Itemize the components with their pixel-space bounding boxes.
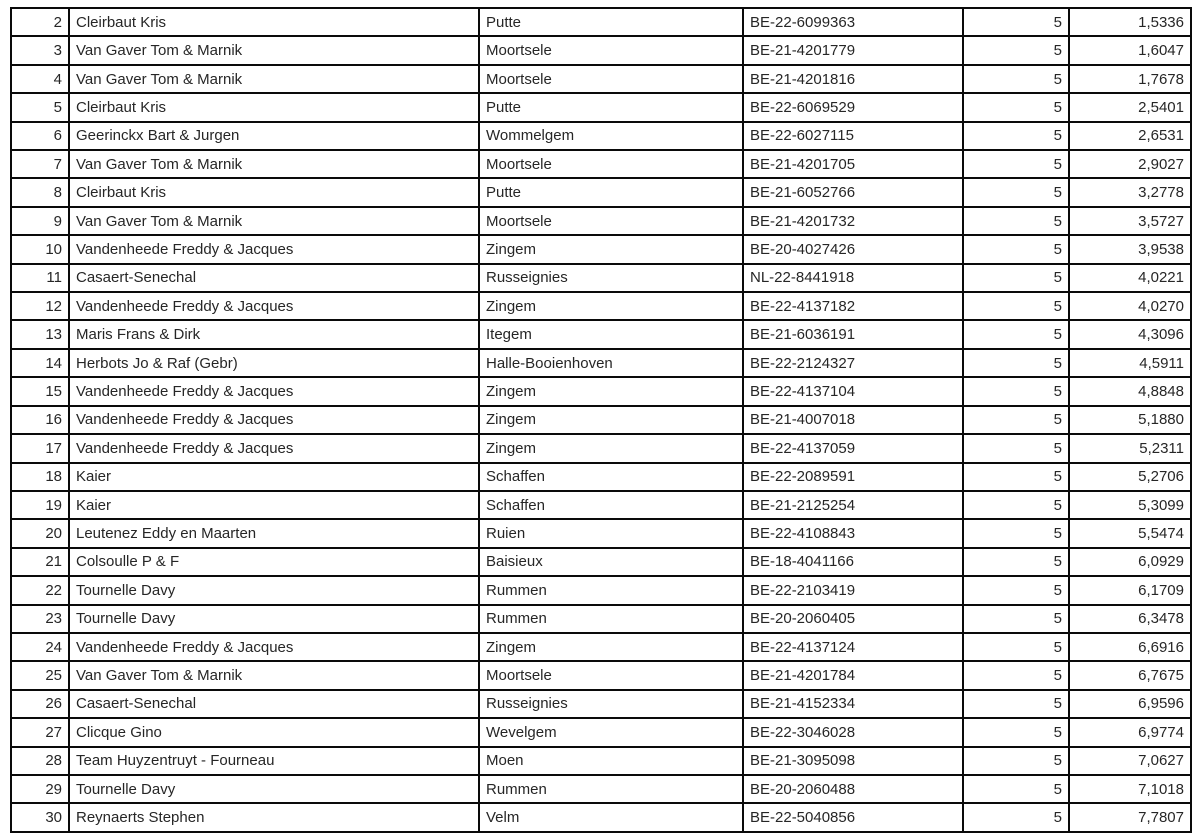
count-cell: 5	[963, 463, 1069, 491]
count-cell: 5	[963, 690, 1069, 718]
coefficient-cell: 3,9538	[1069, 235, 1191, 263]
coefficient-cell: 3,2778	[1069, 178, 1191, 206]
city-cell: Rummen	[479, 576, 743, 604]
count-cell: 5	[963, 207, 1069, 235]
ring-number-cell: BE-21-4201779	[743, 36, 963, 64]
count-cell: 5	[963, 747, 1069, 775]
table-row	[11, 803, 1191, 832]
rank-cell: 19	[11, 491, 69, 519]
ring-number-cell: BE-22-4137124	[743, 633, 963, 661]
table-row	[11, 406, 1191, 434]
city-cell: Moen	[479, 747, 743, 775]
coefficient-cell: 4,3096	[1069, 320, 1191, 348]
fancier-name-cell: Kaier	[69, 463, 479, 491]
results-table-body	[11, 8, 1191, 832]
count-cell: 5	[963, 633, 1069, 661]
ring-number-cell: BE-21-4152334	[743, 690, 963, 718]
ring-number-cell: NL-22-8441918	[743, 264, 963, 292]
rank-cell: 22	[11, 576, 69, 604]
fancier-name-cell: Maris Frans & Dirk	[69, 320, 479, 348]
city-cell: Moortsele	[479, 36, 743, 64]
ring-number-cell: BE-22-2124327	[743, 349, 963, 377]
fancier-name-cell: Vandenheede Freddy & Jacques	[69, 377, 479, 405]
count-cell: 5	[963, 150, 1069, 178]
count-cell: 5	[963, 434, 1069, 462]
city-cell: Schaffen	[479, 463, 743, 491]
rank-cell: 23	[11, 605, 69, 633]
table-row	[11, 463, 1191, 491]
table-row	[11, 491, 1191, 519]
table-row	[11, 122, 1191, 150]
results-sheet	[10, 7, 1190, 833]
count-cell: 5	[963, 491, 1069, 519]
fancier-name-cell: Van Gaver Tom & Marnik	[69, 36, 479, 64]
count-cell: 5	[963, 519, 1069, 547]
coefficient-cell: 5,3099	[1069, 491, 1191, 519]
coefficient-cell: 4,0270	[1069, 292, 1191, 320]
rank-cell: 13	[11, 320, 69, 348]
city-cell: Velm	[479, 803, 743, 832]
table-row	[11, 690, 1191, 718]
rank-cell: 24	[11, 633, 69, 661]
coefficient-cell: 6,3478	[1069, 605, 1191, 633]
ring-number-cell: BE-22-3046028	[743, 718, 963, 746]
ring-number-cell: BE-21-4201705	[743, 150, 963, 178]
rank-cell: 30	[11, 803, 69, 832]
city-cell: Itegem	[479, 320, 743, 348]
table-row	[11, 519, 1191, 547]
ring-number-cell: BE-20-4027426	[743, 235, 963, 263]
coefficient-cell: 2,6531	[1069, 122, 1191, 150]
fancier-name-cell: Vandenheede Freddy & Jacques	[69, 406, 479, 434]
coefficient-cell: 6,1709	[1069, 576, 1191, 604]
rank-cell: 29	[11, 775, 69, 803]
fancier-name-cell: Vandenheede Freddy & Jacques	[69, 292, 479, 320]
count-cell: 5	[963, 8, 1069, 36]
rank-cell: 15	[11, 377, 69, 405]
count-cell: 5	[963, 65, 1069, 93]
city-cell: Putte	[479, 8, 743, 36]
coefficient-cell: 6,0929	[1069, 548, 1191, 576]
coefficient-cell: 5,2706	[1069, 463, 1191, 491]
ring-number-cell: BE-21-6036191	[743, 320, 963, 348]
ring-number-cell: BE-22-6027115	[743, 122, 963, 150]
count-cell: 5	[963, 122, 1069, 150]
ring-number-cell: BE-20-2060405	[743, 605, 963, 633]
count-cell: 5	[963, 235, 1069, 263]
fancier-name-cell: Vandenheede Freddy & Jacques	[69, 434, 479, 462]
ring-number-cell: BE-21-4201784	[743, 661, 963, 689]
city-cell: Ruien	[479, 519, 743, 547]
fancier-name-cell: Van Gaver Tom & Marnik	[69, 207, 479, 235]
count-cell: 5	[963, 292, 1069, 320]
rank-cell: 8	[11, 178, 69, 206]
count-cell: 5	[963, 264, 1069, 292]
coefficient-cell: 7,7807	[1069, 803, 1191, 832]
rank-cell: 14	[11, 349, 69, 377]
rank-cell: 27	[11, 718, 69, 746]
city-cell: Moortsele	[479, 65, 743, 93]
rank-cell: 21	[11, 548, 69, 576]
table-row	[11, 548, 1191, 576]
city-cell: Schaffen	[479, 491, 743, 519]
city-cell: Baisieux	[479, 548, 743, 576]
fancier-name-cell: Vandenheede Freddy & Jacques	[69, 235, 479, 263]
count-cell: 5	[963, 406, 1069, 434]
count-cell: 5	[963, 548, 1069, 576]
coefficient-cell: 4,5911	[1069, 349, 1191, 377]
count-cell: 5	[963, 803, 1069, 832]
city-cell: Zingem	[479, 292, 743, 320]
ring-number-cell: BE-20-2060488	[743, 775, 963, 803]
fancier-name-cell: Casaert-Senechal	[69, 264, 479, 292]
fancier-name-cell: Clicque Gino	[69, 718, 479, 746]
table-row	[11, 235, 1191, 263]
ring-number-cell: BE-22-4108843	[743, 519, 963, 547]
city-cell: Putte	[479, 178, 743, 206]
count-cell: 5	[963, 178, 1069, 206]
coefficient-cell: 1,7678	[1069, 65, 1191, 93]
coefficient-cell: 3,5727	[1069, 207, 1191, 235]
coefficient-cell: 6,6916	[1069, 633, 1191, 661]
coefficient-cell: 7,1018	[1069, 775, 1191, 803]
table-row	[11, 150, 1191, 178]
city-cell: Moortsele	[479, 661, 743, 689]
count-cell: 5	[963, 576, 1069, 604]
fancier-name-cell: Kaier	[69, 491, 479, 519]
city-cell: Zingem	[479, 377, 743, 405]
ring-number-cell: BE-21-4201816	[743, 65, 963, 93]
ring-number-cell: BE-21-6052766	[743, 178, 963, 206]
table-row	[11, 8, 1191, 36]
fancier-name-cell: Tournelle Davy	[69, 605, 479, 633]
fancier-name-cell: Van Gaver Tom & Marnik	[69, 661, 479, 689]
coefficient-cell: 6,9596	[1069, 690, 1191, 718]
fancier-name-cell: Colsoulle P & F	[69, 548, 479, 576]
rank-cell: 6	[11, 122, 69, 150]
fancier-name-cell: Leutenez Eddy en Maarten	[69, 519, 479, 547]
city-cell: Russeignies	[479, 264, 743, 292]
ring-number-cell: BE-22-2103419	[743, 576, 963, 604]
ring-number-cell: BE-22-6069529	[743, 93, 963, 121]
rank-cell: 20	[11, 519, 69, 547]
table-row	[11, 320, 1191, 348]
rank-cell: 9	[11, 207, 69, 235]
table-row	[11, 178, 1191, 206]
ring-number-cell: BE-22-4137059	[743, 434, 963, 462]
fancier-name-cell: Cleirbaut Kris	[69, 93, 479, 121]
city-cell: Moortsele	[479, 207, 743, 235]
rank-cell: 17	[11, 434, 69, 462]
rank-cell: 11	[11, 264, 69, 292]
fancier-name-cell: Cleirbaut Kris	[69, 178, 479, 206]
count-cell: 5	[963, 775, 1069, 803]
ring-number-cell: BE-21-2125254	[743, 491, 963, 519]
rank-cell: 12	[11, 292, 69, 320]
rank-cell: 2	[11, 8, 69, 36]
table-row	[11, 292, 1191, 320]
fancier-name-cell: Geerinckx Bart & Jurgen	[69, 122, 479, 150]
rank-cell: 18	[11, 463, 69, 491]
table-row	[11, 65, 1191, 93]
ring-number-cell: BE-22-4137104	[743, 377, 963, 405]
ring-number-cell: BE-21-4007018	[743, 406, 963, 434]
coefficient-cell: 5,1880	[1069, 406, 1191, 434]
count-cell: 5	[963, 36, 1069, 64]
city-cell: Rummen	[479, 605, 743, 633]
fancier-name-cell: Tournelle Davy	[69, 576, 479, 604]
count-cell: 5	[963, 320, 1069, 348]
fancier-name-cell: Reynaerts Stephen	[69, 803, 479, 832]
table-row	[11, 576, 1191, 604]
city-cell: Russeignies	[479, 690, 743, 718]
fancier-name-cell: Tournelle Davy	[69, 775, 479, 803]
coefficient-cell: 6,9774	[1069, 718, 1191, 746]
count-cell: 5	[963, 377, 1069, 405]
fancier-name-cell: Van Gaver Tom & Marnik	[69, 65, 479, 93]
city-cell: Wevelgem	[479, 718, 743, 746]
results-table	[10, 7, 1192, 833]
city-cell: Wommelgem	[479, 122, 743, 150]
coefficient-cell: 1,6047	[1069, 36, 1191, 64]
ring-number-cell: BE-22-4137182	[743, 292, 963, 320]
rank-cell: 26	[11, 690, 69, 718]
coefficient-cell: 2,9027	[1069, 150, 1191, 178]
table-row	[11, 36, 1191, 64]
coefficient-cell: 6,7675	[1069, 661, 1191, 689]
ring-number-cell: BE-21-4201732	[743, 207, 963, 235]
rank-cell: 10	[11, 235, 69, 263]
count-cell: 5	[963, 349, 1069, 377]
coefficient-cell: 7,0627	[1069, 747, 1191, 775]
table-row	[11, 207, 1191, 235]
table-row	[11, 747, 1191, 775]
fancier-name-cell: Herbots Jo & Raf (Gebr)	[69, 349, 479, 377]
coefficient-cell: 4,0221	[1069, 264, 1191, 292]
ring-number-cell: BE-22-6099363	[743, 8, 963, 36]
count-cell: 5	[963, 661, 1069, 689]
coefficient-cell: 2,5401	[1069, 93, 1191, 121]
rank-cell: 3	[11, 36, 69, 64]
fancier-name-cell: Team Huyzentruyt - Fourneau	[69, 747, 479, 775]
table-row	[11, 264, 1191, 292]
table-row	[11, 718, 1191, 746]
city-cell: Moortsele	[479, 150, 743, 178]
table-row	[11, 605, 1191, 633]
ring-number-cell: BE-18-4041166	[743, 548, 963, 576]
city-cell: Zingem	[479, 434, 743, 462]
rank-cell: 16	[11, 406, 69, 434]
fancier-name-cell: Van Gaver Tom & Marnik	[69, 150, 479, 178]
rank-cell: 25	[11, 661, 69, 689]
fancier-name-cell: Vandenheede Freddy & Jacques	[69, 633, 479, 661]
count-cell: 5	[963, 718, 1069, 746]
count-cell: 5	[963, 605, 1069, 633]
table-row	[11, 377, 1191, 405]
table-row	[11, 661, 1191, 689]
rank-cell: 28	[11, 747, 69, 775]
fancier-name-cell: Casaert-Senechal	[69, 690, 479, 718]
ring-number-cell: BE-22-5040856	[743, 803, 963, 832]
ring-number-cell: BE-21-3095098	[743, 747, 963, 775]
city-cell: Halle-Booienhoven	[479, 349, 743, 377]
rank-cell: 5	[11, 93, 69, 121]
table-row	[11, 93, 1191, 121]
table-row	[11, 633, 1191, 661]
table-row	[11, 775, 1191, 803]
city-cell: Zingem	[479, 406, 743, 434]
coefficient-cell: 5,5474	[1069, 519, 1191, 547]
coefficient-cell: 1,5336	[1069, 8, 1191, 36]
fancier-name-cell: Cleirbaut Kris	[69, 8, 479, 36]
coefficient-cell: 5,2311	[1069, 434, 1191, 462]
city-cell: Zingem	[479, 633, 743, 661]
rank-cell: 4	[11, 65, 69, 93]
count-cell: 5	[963, 93, 1069, 121]
coefficient-cell: 4,8848	[1069, 377, 1191, 405]
ring-number-cell: BE-22-2089591	[743, 463, 963, 491]
city-cell: Putte	[479, 93, 743, 121]
table-row	[11, 349, 1191, 377]
table-row	[11, 434, 1191, 462]
rank-cell: 7	[11, 150, 69, 178]
city-cell: Zingem	[479, 235, 743, 263]
city-cell: Rummen	[479, 775, 743, 803]
